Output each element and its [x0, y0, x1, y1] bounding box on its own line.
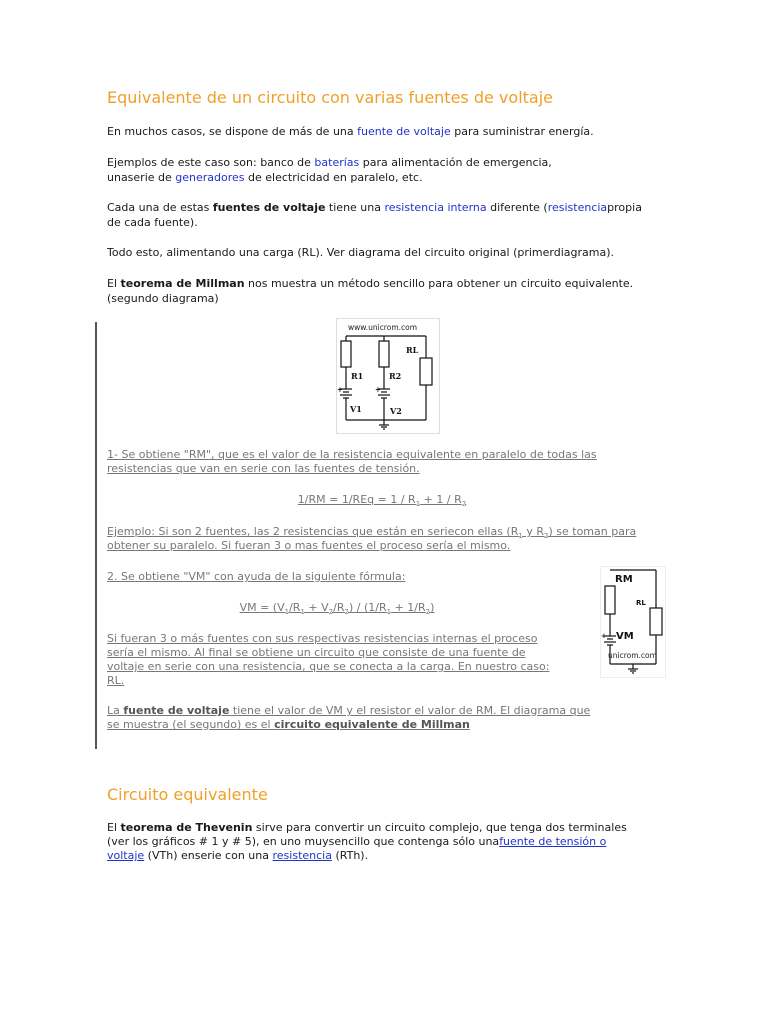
diagram1-watermark: www.unicrom.com — [348, 323, 418, 332]
paragraph-millman: El teorema de Millman nos muestra un método sencillo para obtener un circuito equivalente. (segundo diagrama) — [107, 277, 634, 305]
diagram2-watermark: unicrom.com — [608, 651, 657, 660]
plus-sign-v2: + — [375, 385, 381, 394]
link-resistencia-thevenin[interactable]: resistencia — [272, 849, 332, 862]
link-baterias[interactable]: baterías — [314, 156, 360, 169]
link-fuente-de-voltaje[interactable]: fuente de voltaje — [357, 125, 451, 138]
link-resistencia-interna[interactable]: resistencia interna — [384, 201, 487, 214]
millman-equivalent-diagram — [600, 566, 666, 678]
step1-line2: resistencias que van en serie con las fuentes de tensión. — [107, 462, 420, 475]
formula-rm: $1/RM = 1/REq = 1 / R_1 + 1 / R_2$ — [297, 493, 467, 509]
plus-sign-vm: + — [601, 632, 607, 640]
plus-sign-v1: + — [337, 385, 343, 394]
step2-line: 2. Se obtiene "VM" con ayuda de la siguiente fórmula: — [107, 570, 406, 583]
para-line2: sería el mismo. Al final se obtiene un circuito que consiste de una fuente de — [107, 646, 526, 659]
paragraph-sources: Cada una de estas fuentes de voltaje tiene una resistencia interna diferente (resistenciapropia de cada fuente). — [107, 201, 642, 229]
label-v2: V2 — [390, 406, 402, 416]
formula-vm: VM = $(V_1/R_1 + V_2/R_2) / (1/R_1 + 1/R_2)$ — [239, 601, 435, 617]
blockquote-bar — [95, 322, 97, 749]
label-rl: RL — [406, 345, 419, 355]
para-line4: RL. — [107, 674, 125, 687]
label-r1: R1 — [351, 371, 364, 381]
paragraph-intro: En muchos casos, se dispone de más de una fuente de voltaje para suministrar energía. — [107, 125, 594, 138]
para-line1: Si fueran 3 o más fuentes con sus respectivas resistencias internas el proceso — [107, 632, 538, 645]
example-line2: obtener su paralelo. Si fueran 3 o mas fuentes el proceso sería el mismo. — [107, 539, 511, 552]
link-fuente-de-tension[interactable]: fuente de tensión o — [499, 835, 607, 848]
section-title-circuito-equivalente: Circuito equivalente — [107, 785, 268, 804]
paragraph-examples: Ejemplos de este caso son: banco de baterías para alimentación de emergencia, unaserie de generadores de electricidad en paralelo, etc. — [107, 156, 552, 184]
link-generadores[interactable]: generadores — [175, 170, 245, 184]
thevenin-line3: voltaje (VTh) enserie con una resistencia (RTh). — [107, 849, 369, 862]
link-voltaje[interactable]: voltaje — [107, 849, 145, 862]
thevenin-line1: El teorema de Thevenin sirve para convertir un circuito complejo, que tenga dos terminales — [107, 821, 627, 834]
final-line2: se muestra (el segundo) es el circuito equivalente de Millman — [107, 718, 470, 731]
label-r2: R2 — [389, 371, 402, 381]
label-v1: V1 — [350, 404, 362, 414]
thevenin-line2: (ver los gráficos # 1 y # 5), en uno muysencillo que contenga sólo unafuente de tensión o — [107, 835, 607, 848]
link-resistencia[interactable]: resistencia — [547, 201, 608, 214]
final-line1: La fuente de voltaje tiene el valor de VM y el resistor el valor de RM. El diagrama que — [107, 704, 591, 717]
section-title-millman: Equivalente de un circuito con varias fuentes de voltaje — [107, 88, 553, 107]
paragraph-load: Todo esto, alimentando una carga (RL). Ver diagrama del circuito original (primerdiagrama). — [107, 246, 615, 259]
original-circuit-diagram — [336, 318, 440, 434]
step1-line1: 1- Se obtiene "RM", que es el valor de la resistencia equivalente en paralelo de todas las — [107, 448, 597, 461]
example-line1: Ejemplo: Si son 2 fuentes, las 2 resistencias que están en seriecon ellas ($R_1$ y $R_2$) se toman para — [107, 525, 637, 541]
label-vm: VM — [616, 631, 634, 642]
label-rm: RM — [615, 574, 633, 585]
label-rl-equivalent: RL — [636, 599, 646, 607]
para-line3: voltaje en serie con una resistencia, que se conecta a la carga. En nuestro caso: — [107, 660, 550, 673]
